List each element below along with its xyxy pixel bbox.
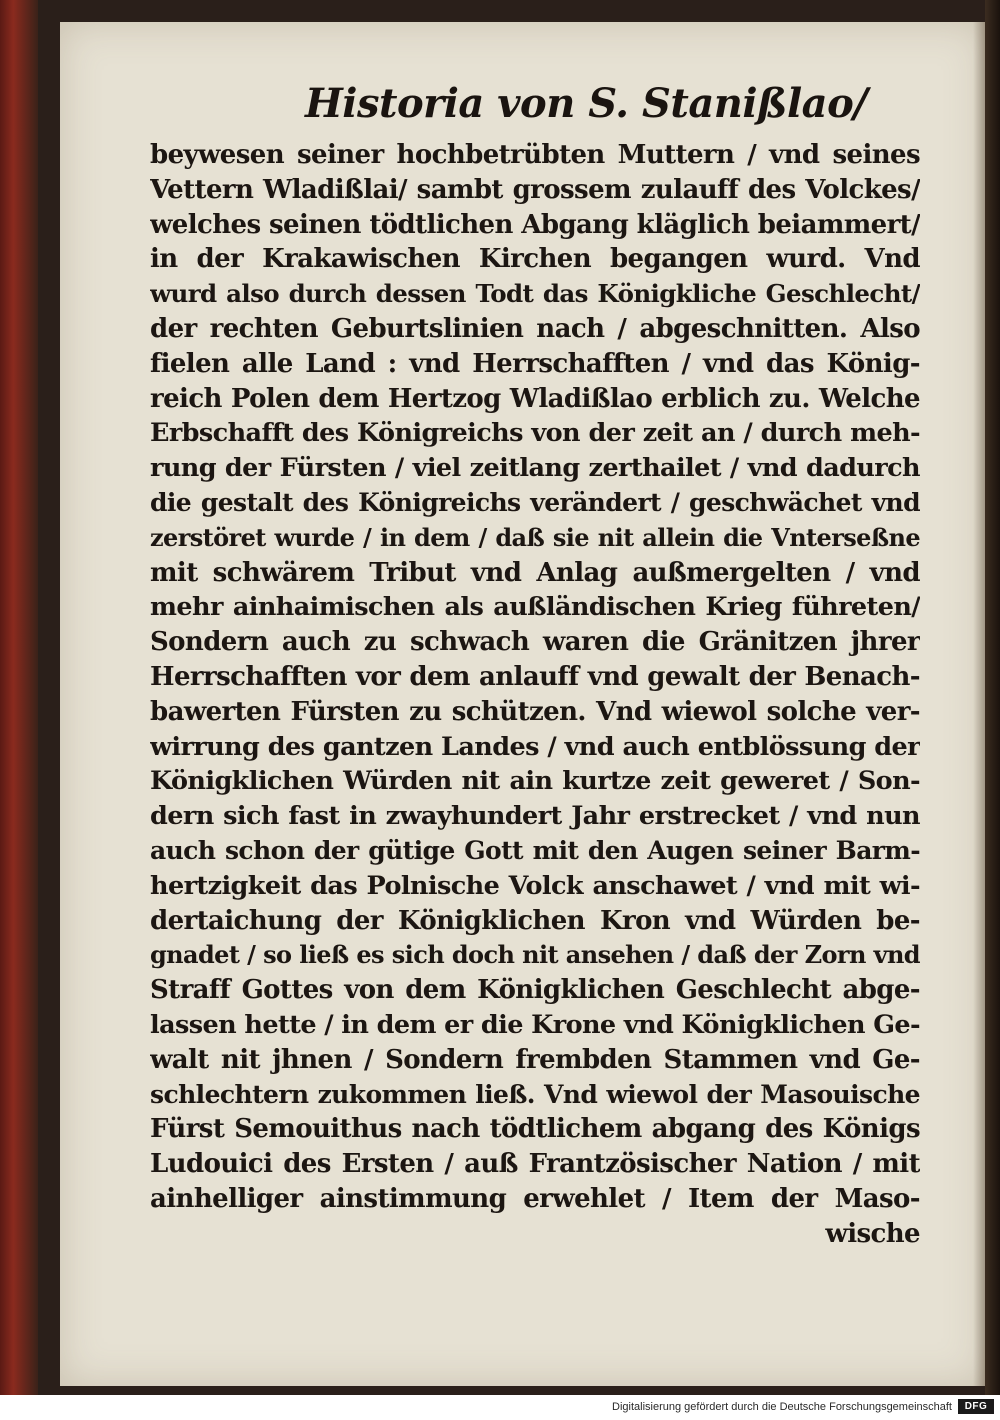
text-line: mit schwärem Tribut vnd Anlag außmergelten / vnd	[150, 557, 920, 588]
text-line: beywesen seiner hochbetrübten Muttern / vnd seines	[150, 140, 920, 170]
dfg-logo: DFG	[958, 1399, 994, 1414]
text-line: wirrung des gantzen Landes / vnd auch entblössung der	[150, 731, 920, 762]
text-line: mehr ainhaimischen als außländischen Krieg führeten/	[150, 592, 920, 623]
text-line: zerstöret wurde / in dem / daß sie nit allein die Vnterseßne	[150, 522, 920, 552]
page-edge-shadow	[973, 22, 985, 1386]
text-line: schlechtern zukommen ließ. Vnd wiewol der Masouische	[150, 1079, 920, 1109]
footer-bar	[0, 1395, 1000, 1420]
text-line: Erbschafft des Königreichs von der zeit an / durch meh-	[150, 418, 920, 449]
text-line: Fürst Semouithus nach tödtlichem abgang des Königs	[150, 1114, 920, 1145]
text-line: die gestalt des Königreichs verändert / geschwächet vnd	[150, 487, 920, 517]
text-line: fielen alle Land : vnd Herrschafften / vnd das König-	[150, 348, 920, 379]
text-line: dern sich fast in zwayhundert Jahr erstrecket / vnd nun	[150, 801, 920, 832]
text-line: hertzigkeit das Polnische Volck anschawet / vnd mit wi-	[150, 870, 920, 901]
running-head: Historia von S. Stanißlao/	[305, 80, 868, 127]
text-line: lassen hette / in dem er die Krone vnd Königklichen Ge-	[150, 1009, 920, 1040]
text-line: wische	[825, 1218, 920, 1249]
text-line: Sondern auch zu schwach waren die Gränitzen jhrer	[150, 627, 920, 658]
text-line: auch schon der gütige Gott mit den Augen seiner Barm-	[150, 835, 920, 865]
text-line: der rechten Geburtslinien nach / abgeschnitten. Also	[150, 313, 920, 344]
text-line: walt nit jhnen / Sondern frembden Stammen vnd Ge-	[150, 1044, 920, 1075]
text-line: dertaichung der Königklichen Kron vnd Würden be-	[150, 905, 920, 936]
text-line: ainhelliger ainstimmung erwehlet / Item der Maso-	[150, 1183, 920, 1214]
binding-edge	[0, 0, 38, 1395]
text-line: Herrschafften vor dem anlauff vnd gewalt der Benach-	[150, 661, 920, 692]
text-line: bawerten Fürsten zu schützen. Vnd wiewol solche ver-	[150, 696, 920, 727]
funding-notice: Digitalisierung gefördert durch die Deutsche Forschungsgemeinschaft	[612, 1401, 952, 1413]
text-line: wurd also durch dessen Todt das Königkliche Geschlecht/	[150, 279, 920, 309]
body-text	[150, 138, 920, 1252]
page-stack-edge	[985, 0, 1000, 1395]
text-line: rung der Fürsten / viel zeitlang zerthailet / vnd dadurch	[150, 453, 920, 484]
text-line: gnadet / so ließ es sich doch nit ansehen / daß der Zorn vnd	[150, 940, 920, 970]
text-line: Vettern Wladißlai/ sambt grossem zulauff des Volckes/	[150, 174, 920, 205]
text-line: Ludouici des Ersten / auß Frantzösischer Nation / mit	[150, 1149, 920, 1180]
text-line: Königklichen Würden nit ain kurtze zeit geweret / Son-	[150, 766, 920, 797]
text-line: welches seinen tödtlichen Abgang kläglich beiammert/	[150, 209, 920, 240]
text-line: reich Polen dem Hertzog Wladißlao erblich zu. Welche	[150, 383, 920, 414]
text-line: in der Krakawischen Kirchen begangen wurd. Vnd	[150, 244, 920, 275]
text-line: Straff Gottes von dem Königklichen Geschlecht abge-	[150, 975, 920, 1006]
